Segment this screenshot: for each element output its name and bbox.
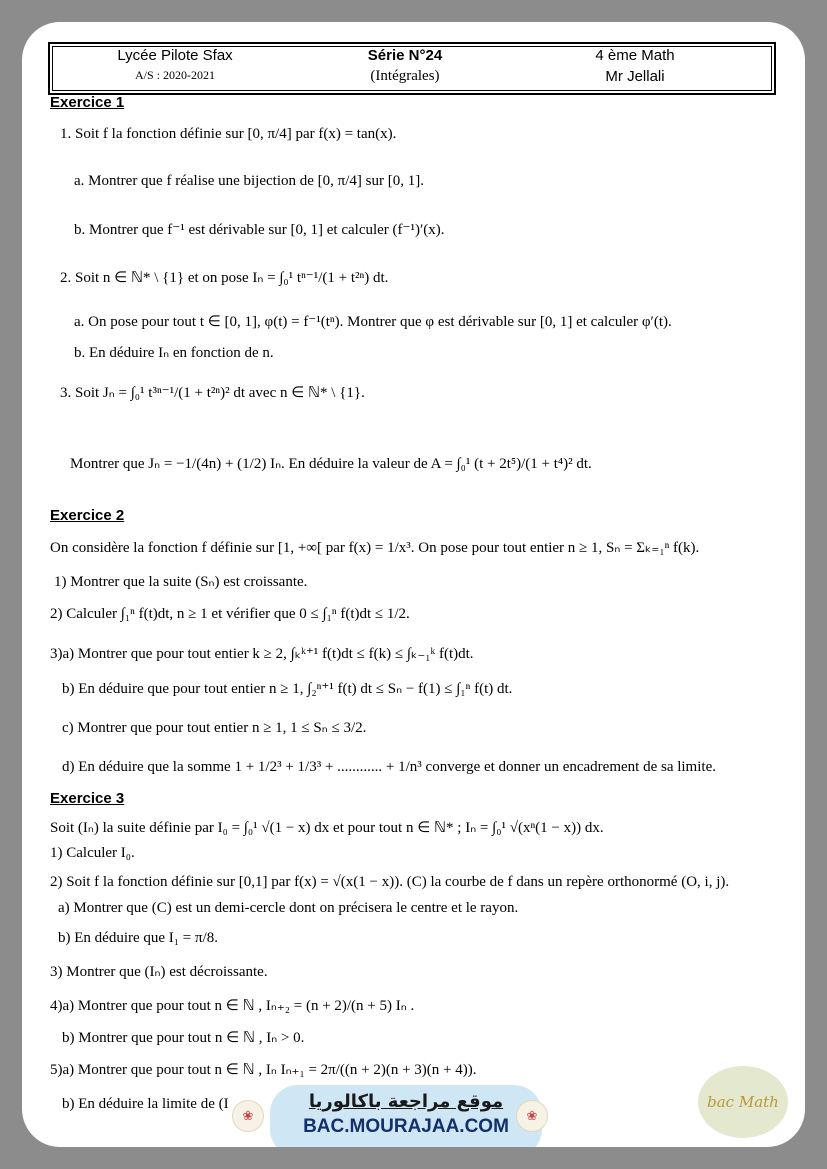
school-year: A/S : 2020-2021 (134, 68, 215, 82)
ex1-q3: 3. Soit Jₙ = ∫₀¹ t³ⁿ⁻¹/(1 + t²ⁿ)² dt avec n ∈ ℕ* \ {1}. (60, 385, 365, 401)
site-url[interactable]: BAC.MOURAJAA.COM (303, 1116, 509, 1137)
ex3-q2a: a) Montrer que (C) est un demi-cercle dont on précisera le centre et le rayon. (58, 900, 519, 916)
ex2-q3d: d) En déduire que la somme 1 + 1/2³ + 1/3³ + ............ + 1/n³ converge et donner un encadrement de sa limite. (62, 759, 716, 775)
ex1-q1a: a. Montrer que f réalise une bijection de [0, π/4] sur [0, 1]. (74, 173, 424, 189)
ex1-q3b: Montrer que Jₙ = −1/(4n) + (1/2) Iₙ. En déduire la valeur de A = ∫₀¹ (t + 2t⁵)/(1 + t⁴)² dt. (70, 456, 592, 472)
ex3-q3: 3) Montrer que (Iₙ) est décroissante. (50, 964, 268, 980)
ex1-q2: 2. Soit n ∈ ℕ* \ {1} et on pose Iₙ = ∫₀¹ tⁿ⁻¹/(1 + t²ⁿ) dt. (60, 270, 389, 286)
ex3-q2: 2) Soit f la fonction définie sur [0,1] par f(x) = √(x(1 − x)). (C) la courbe de f dans un repère orthonormé (O, i, j). (50, 874, 730, 890)
class-label: 4 ème Math (595, 47, 675, 64)
ex1-q2a: a. On pose pour tout t ∈ [0, 1], φ(t) = f⁻¹(tⁿ). Montrer que φ est dérivable sur [0, 1] et calculer φ′(t). (74, 314, 672, 330)
document-page (22, 22, 805, 1147)
bac-math-logo-text: bac Math (707, 1093, 779, 1111)
exercise-1-title: Exercice 1 (50, 94, 125, 111)
ex1-q2b: b. En déduire Iₙ en fonction de n. (74, 345, 274, 361)
ex2-q3b: b) En déduire que pour tout entier n ≥ 1, ∫₂ⁿ⁺¹ f(t) dt ≤ Sₙ − f(1) ≤ ∫₁ⁿ f(t) dt. (62, 681, 513, 697)
ex3-q5a: 5)a) Montrer que pour tout n ∈ ℕ , Iₙ Iₙ₊₁ = 2π/((n + 2)(n + 3)(n + 4)). (50, 1062, 477, 1078)
ex2-q2: 2) Calculer ∫₁ⁿ f(t)dt, n ≥ 1 et vérifier que 0 ≤ ∫₁ⁿ f(t)dt ≤ 1/2. (50, 606, 410, 622)
ex2-q3c: c) Montrer que pour tout entier n ≥ 1, 1 ≤ Sₙ ≤ 3/2. (62, 720, 367, 736)
ex3-q4b: b) Montrer que pour tout n ∈ ℕ , Iₙ > 0. (62, 1030, 305, 1046)
site-arabic-name: موقع مراجعة باكالوريا (308, 1091, 504, 1112)
ex1-q1: 1. Soit f la fonction définie sur [0, π/4] par f(x) = tan(x). (60, 126, 397, 142)
teacher-name: Mr Jellali (605, 68, 665, 85)
ex2-q1: 1) Montrer que la suite (Sₙ) est croissante. (54, 574, 308, 590)
right-badge-icon: ❀ (516, 1100, 548, 1132)
ex3-q4a: 4)a) Montrer que pour tout n ∈ ℕ , Iₙ₊₂ = (n + 2)/(n + 5) Iₙ . (50, 998, 415, 1014)
site-banner[interactable] (270, 1085, 542, 1147)
ex3-intro: Soit (Iₙ) la suite définie par I₀ = ∫₀¹ √(1 − x) dx et pour tout n ∈ ℕ* ; Iₙ = ∫₀¹ √(xⁿ(1 − x)) dx. (50, 820, 604, 836)
ex1-q1b: b. Montrer que f⁻¹ est dérivable sur [0, 1] et calculer (f⁻¹)′(x). (74, 222, 445, 238)
ex2-q3a: 3)a) Montrer que pour tout entier k ≥ 2, ∫ₖᵏ⁺¹ f(t)dt ≤ f(k) ≤ ∫ₖ₋₁ᵏ f(t)dt. (50, 646, 474, 662)
ex2-intro: On considère la fonction f définie sur [1, +∞[ par f(x) = 1/x³. On pose pour tout entier n ≥ 1, Sₙ = Σₖ₌₁ⁿ f(k). (50, 540, 700, 556)
header-box (48, 42, 776, 95)
left-badge-icon: ❀ (232, 1100, 264, 1132)
series-subject: (Intégrales) (370, 68, 440, 84)
exercise-2-title: Exercice 2 (50, 507, 125, 524)
school-name: Lycée Pilote Sfax (117, 47, 233, 64)
ex3-q2b: b) En déduire que I₁ = π/8. (58, 930, 218, 946)
ex3-q5b: b) En déduire la limite de (I (62, 1096, 229, 1112)
exercise-3-title: Exercice 3 (50, 790, 125, 807)
series-title: Série N°24 (367, 47, 443, 64)
bac-math-logo (698, 1066, 788, 1138)
ex3-q1: 1) Calculer I₀. (50, 845, 135, 861)
